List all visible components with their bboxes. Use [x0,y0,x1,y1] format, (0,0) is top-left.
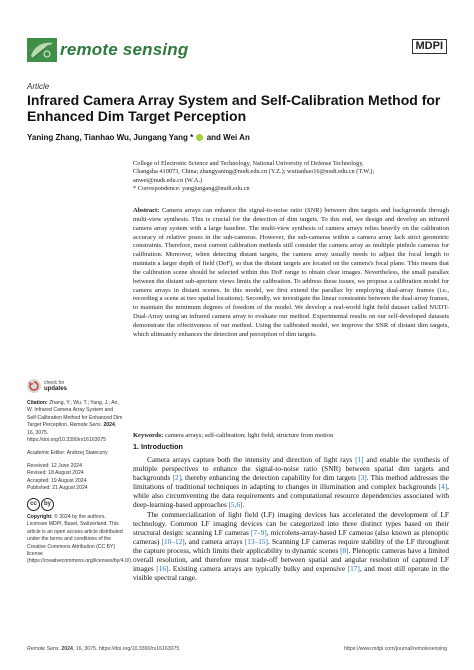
orcid-icon[interactable] [196,134,203,141]
updates-line2: updates [44,386,68,392]
updates-line1: check for [44,380,65,386]
citation-reference-link[interactable]: [13–15] [244,536,268,546]
journal-name: remote sensing [60,40,189,59]
citation-volume[interactable]: , 16, 3075. https://doi.org/10.3390/rs16163075 [27,422,117,444]
editor-block [27,450,123,457]
sidebar [27,400,133,571]
footer-journal: Remote Sens. [27,646,60,652]
check-for-updates-badge[interactable] [27,379,67,393]
citation-reference-link[interactable]: [10–12] [161,536,185,546]
updates-label [44,380,67,392]
dates-block [27,463,123,493]
abstract-label: Abstract: [133,207,160,214]
citation-reference-link[interactable]: [8] [340,545,349,555]
affiliation-line: anwei@nudt.edu.cn (W.A.) [133,176,203,184]
paragraph-text: . [242,500,245,510]
paragraph-text: , and most still operate in the visible spectral range. [133,564,450,583]
citation-reference-link[interactable]: [16] [156,564,169,574]
cc-icon: cc [27,498,40,511]
citation-reference-link[interactable]: [1] [355,455,364,464]
introduction-paragraph-2 [133,510,449,583]
editor-name: Andrzej Stateczny [66,449,108,456]
mdpi-logo-text: MDPI [412,39,448,54]
article-type: Article [27,82,50,91]
citation-block [27,400,123,444]
refresh-icon [27,379,41,393]
keywords-label: Keywords: [133,432,164,439]
leaf-globe-icon [27,38,57,62]
keywords [133,432,449,441]
introduction-paragraph-1 [133,455,449,510]
footer-journal-url[interactable]: https://www.mdpi.com/journal/remotesensing [344,646,447,652]
paragraph-text: Camera arrays capture both the intensity and direction of light rays [147,455,356,464]
citation-label: Citation: [27,400,48,406]
authors-first: Yaning Zhang, Tianhao Wu, Jungang Yang * [27,133,194,142]
copyright-label: Copyright: [27,513,53,520]
citation-reference-link[interactable]: [5,6] [228,500,243,510]
paragraph-text: and enable the synthesis of multiple perspectives to enhance the signal-to-noise ratio (SNR) between spatial dim targets and backgrounds [133,455,450,483]
paragraph-text: , thereby enhancing the detection capability for dim targets [181,473,359,483]
correspondence-line: * Correspondence: yangjungang@nudt.edu.cn [133,185,250,193]
journal-header [27,38,447,68]
date-received: Received: 12 June 2024 [27,462,82,469]
keywords-text: camera arrays; self-calibration; light field; structure from motion [164,432,334,439]
footer-year: 2024 [61,646,73,652]
page-footer [27,646,447,652]
citation-text: Zhang, Y.; Wu, T.; Yang, J.; An, W. Infrared Camera Array System and Self-Calibration Method for Enhanced Dim Target Perception. [27,400,123,429]
citation-reference-link[interactable]: [4] [438,482,448,492]
copyright-block [27,513,133,566]
abstract-text: Camera arrays can enhance the signal-to-noise ratio (SNR) between dim targets and backgrounds through multi-view synthesis. This is crucial for the detection of dim targets. To this end, we design and develop an infrared camera array system with a large baseline. The multi-view synthesis of camera arrays relies heavily on the calibration accuracy of relative poses in the sub-cameras. However, the sub-cameras within a camera array lack strict geometric constraints. Therefore, most current calibration methods still consider the camera array as multiple pinhole cameras for calibration. Moreover, when detecting distant targets, the camera array usually needs to adjust the focal length to maintain a larger depth of field (DoF), so that the distant targets are located on the camera's focal plane. This means that the calibration scene should be selected within this DoF range to obtain clear images. Nevertheless, the small parallax between the distant sub-aperture views limits the calibration. To address these issues, we propose a calibration model for camera arrays in distant scenes. In this model, we first extend the parallax by employing dual-array frames (i.e., recording a scene at two spatial locations). Secondly, we investigate the linear constraints between the dual-array frames, to maintain the minimum degrees of freedom of the model. We develop a real-world light field dataset called NUDT-Dual-Array using an infrared camera array to evaluate our method. Experimental results on our self-developed datasets demonstrate the effectiveness of our method. Using the calibrated model, we improve the SNR of distant dim targets, which ultimately enhances the detection and perception of dim targets. [133,207,450,338]
affiliation-line: College of Electronic Science and Technology, National University of Defense Technology, [133,160,364,167]
footer-doi[interactable]: , 16, 3075. https://doi.org/10.3390/rs16163075 [72,646,180,652]
paragraph-text: . Plenoptic cameras have a limited overall resolution, and therefore must trade-off between spatial and angular resolution of captured LF images [133,545,450,574]
paragraph-text: . This method addresses the limitations of traditional techniques in adapting to changes in illumination and complex backgrounds [133,473,449,492]
citation-reference-link[interactable]: [2] [172,473,182,483]
copyright-text: © 2024 by the authors. Licensee MDPI, Basel, Switzerland. This article is an open access article distributed under the terms and conditions of the Creative Commons Attribution (CC BY) license (https://creativecommons.org/licenses/by/4.0/). [27,513,133,565]
date-revised: Revised: 18 August 2024 [27,470,84,477]
author-list [27,133,447,142]
authors-last: and Wei An [206,133,250,142]
mdpi-logo [412,39,448,54]
footer-citation [27,646,179,652]
affiliation-line: Changsha 410073, China; zhangyaning@nudt.edu.cn (Y.Z.); wutianhao16@nudt.edu.cn (T.W.); [133,168,375,176]
paragraph-text: . Existing camera arrays are typically bulky and expensive [168,564,348,574]
paragraph-text: . Scanning LF cameras require stability of the LF throughout the capture process, which limits their applicability to dynamic scenes [133,536,450,555]
date-published: Published: 21 August 2024 [27,485,88,492]
paragraph-text: , microlens-array-based LF cameras (also known as plenoptic cameras) [133,527,450,546]
introduction-body [133,455,449,582]
citation-year: 2024 [103,422,115,429]
paragraph-text: The commercialization of light field (LF) imaging devices has accelerated the development of LF technology. Common LF imaging devices can be categorized into three distinct types based on their structural design: scanning LF cameras [133,509,449,537]
abstract [133,207,449,340]
article-title: Infrared Camera Array System and Self-Calibration Method for Enhanced Dim Target Perception [27,92,441,124]
citation-reference-link[interactable]: [3] [358,473,367,483]
paragraph-text: , and camera arrays [184,536,245,546]
paragraph-text: , while also circumventing the data requirements and computational resource dependencies associated with deep-learning-based approaches [133,482,449,510]
citation-reference-link[interactable]: [7–9] [251,527,267,537]
section-heading-introduction: 1. Introduction [133,442,183,451]
editor-label: Academic Editor: [27,449,66,456]
affiliations [133,160,453,194]
citation-journal: Remote Sens. [69,422,103,429]
cc-by-license-icon[interactable] [27,498,123,511]
by-icon: by [41,498,54,511]
citation-reference-link[interactable]: [17] [347,564,360,574]
date-accepted: Accepted: 19 August 2024 [27,477,87,484]
